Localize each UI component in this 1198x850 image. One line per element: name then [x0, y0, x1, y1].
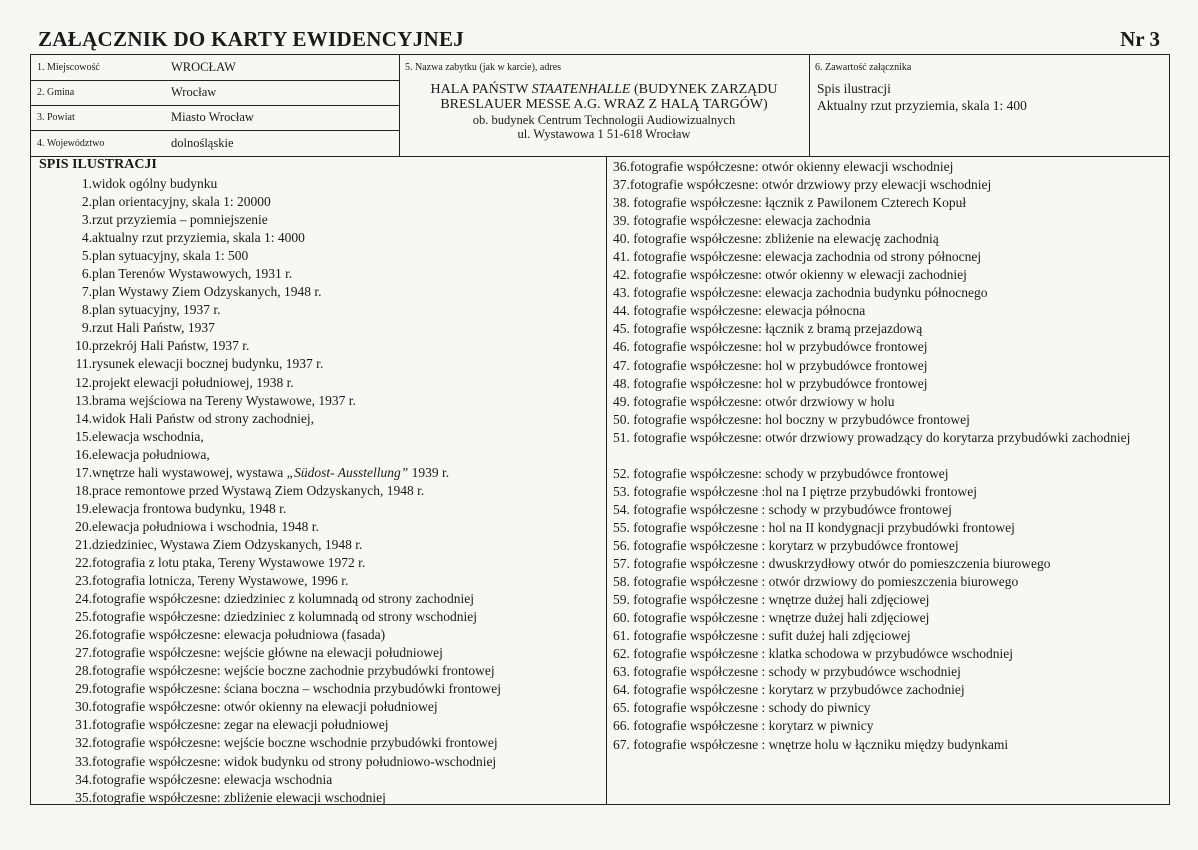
list-item-text-part: plan sytuacyjny, skala 1: 500: [92, 248, 249, 264]
name-part: HALA PAŃSTW: [430, 82, 532, 97]
list-item-number: 12.: [75, 374, 92, 390]
list-column-right: [606, 157, 1169, 804]
list-item: 43. fotografie współczesne: elewacja zachodnia budynku północnego: [613, 285, 988, 301]
list-item-text: [92, 410, 314, 428]
list-item-text-part: rysunek elewacji bocznej budynku, 1937 r.: [92, 356, 324, 372]
list-item-text: [92, 771, 332, 789]
list-item: 54. fotografie współczesne : schody w przybudówce frontowej: [613, 501, 952, 517]
list-item-text: [92, 247, 248, 265]
list-item: [31, 716, 601, 734]
list-item: [31, 518, 601, 536]
list-item: [31, 175, 601, 193]
list-item-text: [92, 374, 294, 392]
list-item-number: 21.: [75, 536, 92, 552]
list-item: 66. fotografie współczesne : korytarz w piwnicy: [613, 718, 874, 734]
list-item-text: [92, 680, 501, 698]
list-item-text-part: wnętrze hali wystawowej, wystawa: [92, 464, 287, 480]
list-item-number: 26.: [75, 627, 92, 643]
list-item-number: 24.: [75, 591, 92, 607]
list-item-number: 9.: [81, 320, 92, 336]
list-item: 59. fotografie współczesne : wnętrze dużej hali zdjęciowej: [613, 592, 930, 608]
list-item-text: [92, 265, 292, 283]
list-item-number: 18.: [75, 482, 92, 498]
list-item: [31, 464, 601, 482]
list-item: [31, 590, 601, 608]
list-item-text: [92, 716, 389, 734]
list-item: 45. fotografie współczesne: łącznik z bramą przejazdową: [613, 321, 923, 337]
list-item-text-part: fotografia z lotu ptaka, Tereny Wystawowe 1972 r.: [92, 554, 366, 570]
list-item-text: [92, 428, 204, 446]
list-item-text: [92, 319, 215, 337]
list-item-number: 2.: [81, 194, 92, 210]
list-item: 50. fotografie współczesne: hol boczny w przybudówce frontowej: [613, 411, 970, 427]
list-item: [31, 734, 601, 752]
field-label: 4. Województwo: [37, 138, 105, 149]
list-item-number: 31.: [75, 717, 92, 733]
list-item: [31, 193, 601, 211]
field-value: Wrocław: [171, 85, 217, 99]
attachment-contents-cell: [809, 55, 1169, 156]
list-item: [31, 572, 601, 590]
list-item: [31, 247, 601, 265]
list-item-text-part: fotografie współczesne: wejście główne na elewacji południowej: [92, 645, 443, 661]
list-item-text-part: elewacja frontowa budynku, 1948 r.: [92, 500, 287, 516]
monument-name-line1: [399, 82, 809, 97]
list-item-text-part: fotografie współczesne: wejście boczne zachodnie przybudówki frontowej: [92, 663, 495, 679]
list-item-text: [92, 590, 474, 608]
list-item: [31, 500, 601, 518]
list-item: 56. fotografie współczesne : korytarz w przybudówce frontowej: [613, 537, 959, 553]
list-item: 38. fotografie współczesne: łącznik z Pawilonem Czterech Kopuł: [613, 195, 967, 211]
field-value: WROCŁAW: [171, 60, 236, 74]
illustrations-list-left: [31, 175, 601, 807]
list-item-number: 16.: [75, 446, 92, 462]
address-line2: ul. Wystawowa 1 51-618 Wrocław: [517, 127, 691, 141]
list-item-text-part: fotografie współczesne: elewacja południowa (fasada): [92, 627, 386, 643]
list-item-text-part: elewacja południowa,: [92, 446, 210, 462]
illustrations-list-box: [30, 157, 1170, 805]
list-item-number: 17.: [75, 464, 92, 480]
contents-line2: Aktualny rzut przyziemia, skala 1: 400: [817, 98, 1027, 113]
list-item: 61. fotografie współczesne : sufit dużej hali zdjęciowej: [613, 628, 911, 644]
list-item-number: 22.: [75, 554, 92, 570]
list-item-text-part: plan orientacyjny, skala 1: 20000: [92, 194, 271, 210]
list-item: 55. fotografie współczesne : hol na II kondygnacji przybudówki frontowej: [613, 519, 1015, 535]
list-item: [31, 229, 601, 247]
field-label: 1. Miejscowość: [37, 62, 100, 73]
list-item: [31, 265, 601, 283]
list-item-text-part: elewacja południowa i wschodnia, 1948 r.: [92, 518, 319, 534]
list-item-text: [92, 554, 365, 572]
illustrations-list-right: [613, 158, 1173, 754]
list-item-text-part: brama wejściowa na Tereny Wystawowe, 1937 r.: [92, 392, 356, 408]
list-item-number: 27.: [75, 645, 92, 661]
list-item: [31, 428, 601, 446]
list-item: [31, 211, 601, 229]
list-item-text-part: dziedziniec, Wystawa Ziem Odzyskanych, 1948 r.: [92, 536, 363, 552]
list-item-text: [92, 518, 319, 536]
list-item: 57. fotografie współczesne : dwuskrzydłowy otwór do pomieszczenia biurowego: [613, 556, 1051, 572]
list-item-text: [92, 355, 323, 373]
list-item-number: 20.: [75, 518, 92, 534]
list-item: 36.fotografie współczesne: otwór okienny elewacji wschodniej: [613, 159, 954, 174]
list-item-text-part: przekrój Hali Państw, 1937 r.: [92, 338, 250, 354]
list-item-text-part: plan Terenów Wystawowych, 1931 r.: [92, 266, 293, 282]
list-item-text: [92, 193, 271, 211]
list-item-text: [92, 698, 438, 716]
field-row-gmina: [31, 80, 399, 106]
list-item: [31, 680, 601, 698]
list-item: 40. fotografie współczesne: zbliżenie na elewację zachodnią: [613, 231, 939, 247]
list-item-text-part: fotografie współczesne: zbliżenie elewacji wschodniej: [92, 789, 386, 805]
list-item: [31, 355, 601, 373]
list-item-text-part: projekt elewacji południowej, 1938 r.: [92, 374, 294, 390]
list-item-number: 11.: [75, 356, 92, 372]
list-item: [31, 319, 601, 337]
name-italic-part: STAATENHALLE: [531, 82, 631, 97]
list-item-text-part: 1939 r.: [408, 464, 450, 480]
header-table: [30, 54, 1170, 157]
list-item-text: [92, 283, 322, 301]
list-item-number: 15.: [75, 428, 92, 444]
list-item-text-part: fotografie współczesne: zegar na elewacji południowej: [92, 717, 389, 733]
monument-name-line2: BRESLAUER MESSE A.G. WRAZ Z HALĄ TARGÓW): [440, 97, 768, 112]
list-item-number: 13.: [75, 392, 92, 408]
list-item-text: [92, 392, 356, 410]
list-item-text: [92, 301, 220, 319]
page-number: Nr 3: [1120, 27, 1160, 51]
list-item-text: [92, 500, 286, 518]
list-item: 62. fotografie współczesne : klatka schodowa w przybudówce wschodniej: [613, 646, 1014, 662]
list-item-text-part: fotografie współczesne: dziedziniec z kolumnadą od strony wschodniej: [92, 609, 478, 625]
address-line1: ob. budynek Centrum Technologii Audiowizualnych: [472, 113, 736, 127]
list-heading: SPIS ILUSTRACJI: [39, 157, 157, 172]
list-item: 44. fotografie współczesne: elewacja północna: [613, 303, 866, 319]
name-part: (BUDYNEK ZARZĄDU: [630, 82, 778, 97]
list-item-text-part: widok Hali Państw od strony zachodniej,: [92, 410, 314, 426]
list-item-number: 4.: [81, 230, 92, 246]
list-item: [31, 446, 601, 464]
list-item-italic-part: „Südost- Ausstellung”: [286, 464, 409, 480]
list-item-number: 25.: [75, 609, 92, 625]
contents-label: 6. Zawartość załącznika: [815, 62, 912, 73]
list-item-number: 3.: [81, 212, 92, 228]
list-item-text: [92, 482, 424, 500]
list-item: 46. fotografie współczesne: hol w przybudówce frontowej: [613, 339, 928, 355]
contents-text: [817, 80, 1027, 114]
list-item-text-part: aktualny rzut przyziemia, skala 1: 4000: [92, 230, 305, 246]
list-item-number: 1.: [81, 176, 92, 191]
list-item-text-part: elewacja wschodnia,: [92, 428, 204, 444]
list-item: [31, 392, 601, 410]
list-item-number: 19.: [75, 500, 92, 516]
list-item: [31, 608, 601, 626]
field-row-wojewodztwo: [31, 131, 399, 156]
list-item: 53. fotografie współczesne :hol na I piętrze przybudówki frontowej: [613, 483, 978, 499]
list-item-text-part: rzut Hali Państw, 1937: [92, 320, 215, 336]
list-item-text-part: widok ogólny budynku: [92, 176, 218, 191]
field-row-miejscowosc: [31, 55, 399, 81]
list-item-text: [92, 789, 386, 807]
list-item: [31, 753, 601, 771]
monument-address: [399, 113, 809, 141]
list-item-text-part: prace remontowe przed Wystawą Ziem Odzyskanych, 1948 r.: [92, 482, 425, 498]
list-item-text: [92, 626, 385, 644]
list-item-text-part: rzut przyziemia – pomniejszenie: [92, 212, 268, 228]
location-fields: [31, 55, 400, 156]
list-item: [31, 662, 601, 680]
list-item-text: [92, 229, 305, 247]
list-item-number: 29.: [75, 681, 92, 697]
list-item-text: [92, 536, 362, 554]
list-item-number: 34.: [75, 771, 92, 787]
list-item-text: [92, 572, 348, 590]
list-item: [31, 374, 601, 392]
list-item: [31, 482, 601, 500]
list-item-text-part: fotografie współczesne: wejście boczne wschodnie przybudówki frontowej: [92, 735, 498, 751]
list-item: 51. fotografie współczesne: otwór drzwiowy prowadzący do korytarza przybudówki zachodniej: [613, 429, 1131, 445]
list-item: 48. fotografie współczesne: hol w przybudówce frontowej: [613, 375, 928, 391]
list-item-text: [92, 464, 449, 482]
list-item: [31, 337, 601, 355]
list-item-text: [92, 175, 217, 193]
list-item: 64. fotografie współczesne : korytarz w przybudówce zachodniej: [613, 682, 965, 698]
list-item: 67. fotografie współczesne : wnętrze holu w łączniku między budynkami: [613, 736, 1009, 752]
list-item-text: [92, 662, 495, 680]
list-item-text: [92, 644, 443, 662]
list-item-number: 33.: [75, 753, 92, 769]
list-item: [31, 410, 601, 428]
list-item-text-part: plan Wystawy Ziem Odzyskanych, 1948 r.: [92, 284, 322, 300]
list-item-text-part: fotografie współczesne: dziedziniec z kolumnadą od strony zachodniej: [92, 591, 474, 607]
list-item: [31, 644, 601, 662]
list-item-number: 7.: [81, 284, 92, 300]
page-title: ZAŁĄCZNIK DO KARTY EWIDENCYJNEJ: [38, 27, 465, 51]
list-item-number: 35.: [75, 789, 92, 805]
list-item-text: [92, 753, 496, 771]
list-item-number: 32.: [75, 735, 92, 751]
list-item-number: 30.: [75, 699, 92, 715]
list-item-text-part: fotografie współczesne: ściana boczna – wschodnia przybudówki frontowej: [92, 681, 501, 697]
list-item: [31, 283, 601, 301]
list-item: [31, 789, 601, 807]
list-item-text: [92, 211, 268, 229]
list-item-text: [92, 734, 498, 752]
list-item: 60. fotografie współczesne : wnętrze dużej hali zdjęciowej: [613, 610, 930, 626]
list-item: 63. fotografie współczesne : schody w przybudówce wschodniej: [613, 664, 961, 680]
contents-line1: Spis ilustracji: [817, 81, 891, 96]
list-item: 58. fotografie współczesne : otwór drzwiowy do pomieszczenia biurowego: [613, 574, 1019, 590]
field-value: Miasto Wrocław: [171, 110, 254, 124]
list-item: 39. fotografie współczesne: elewacja zachodnia: [613, 213, 871, 229]
list-item-number: 28.: [75, 663, 92, 679]
list-item: 42. fotografie współczesne: otwór okienny w elewacji zachodniej: [613, 267, 967, 283]
list-item: 49. fotografie współczesne: otwór drzwiowy w holu: [613, 393, 895, 409]
field-value: dolnośląskie: [171, 136, 234, 150]
list-item-text-part: fotografie współczesne: elewacja wschodnia: [92, 771, 333, 787]
monument-name-cell: [399, 55, 810, 156]
list-item: [31, 301, 601, 319]
list-item-text-part: fotografie współczesne: otwór okienny na elewacji południowej: [92, 699, 438, 715]
list-item: [31, 698, 601, 716]
list-item-text-part: fotografie współczesne: widok budynku od strony południowo-wschodniej: [92, 753, 497, 769]
list-item: 41. fotografie współczesne: elewacja zachodnia od strony północnej: [613, 249, 982, 265]
list-item-text-part: plan sytuacyjny, 1937 r.: [92, 302, 221, 318]
list-item: 52. fotografie współczesne: schody w przybudówce frontowej: [613, 465, 949, 481]
list-item-text: [92, 337, 249, 355]
list-item: [31, 626, 601, 644]
list-item: [31, 536, 601, 554]
list-item-text: [92, 446, 210, 464]
list-item-number: 10.: [75, 338, 92, 354]
field-label: 2. Gmina: [37, 87, 75, 98]
list-item-number: 14.: [75, 410, 92, 426]
field-row-powiat: [31, 105, 399, 131]
list-item-number: 8.: [81, 302, 92, 318]
list-item: 65. fotografie współczesne : schody do piwnicy: [613, 700, 871, 716]
list-item: [31, 771, 601, 789]
field-label: 3. Powiat: [37, 112, 75, 123]
list-item: [31, 554, 601, 572]
list-item-text: [92, 608, 477, 626]
monument-label: 5. Nazwa zabytku (jak w karcie), adres: [405, 62, 562, 73]
monument-name: [399, 82, 809, 112]
list-item: 37.fotografie współczesne: otwór drzwiowy przy elewacji wschodniej: [613, 177, 992, 193]
list-column-left: [31, 157, 607, 804]
list-item-number: 5.: [81, 248, 92, 264]
list-item-text-part: fotografia lotnicza, Tereny Wystawowe, 1996 r.: [92, 573, 349, 589]
list-item: 47. fotografie współczesne: hol w przybudówce frontowej: [613, 357, 928, 373]
list-item-number: 6.: [81, 266, 92, 282]
list-item-number: 23.: [75, 573, 92, 589]
